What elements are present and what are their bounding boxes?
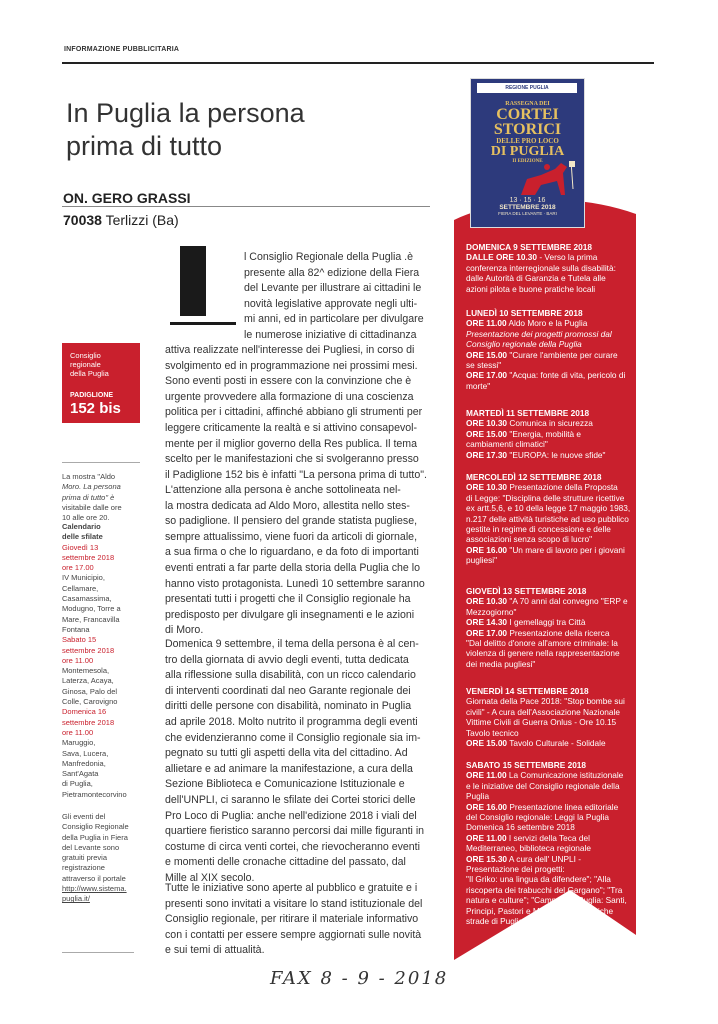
sfilate-title: Calendario — [62, 522, 101, 531]
program-text: Presentazione della ricerca — [507, 627, 610, 638]
program-text: Presentazione linea editoriale — [507, 801, 619, 812]
article-line: attiva realizzate nell'interesse dei Pugliesi, in corso di — [165, 344, 415, 356]
program-time: DALLE ORE 10.30 — [466, 252, 538, 263]
article-line: hanno visto protagonista. Lunedì 10 settembre saranno — [165, 577, 425, 590]
program-line — [466, 439, 636, 449]
program-text: riscoperta dei trabucchi del Gargano"; "Tra — [466, 884, 623, 895]
article-line: tro della giornata di avvio degli eventi, tutta dedicata — [165, 653, 409, 666]
sfilate-places: Fontana — [62, 624, 90, 634]
program-line — [466, 770, 636, 780]
program-time: ORE 17.00 — [466, 627, 508, 638]
program-text: Tavolo tecnico — [466, 727, 519, 738]
badge-org — [70, 351, 109, 378]
sfilate-date: settembre 2018 — [62, 645, 115, 655]
sfilate-places: Montemesola, — [62, 666, 110, 676]
program-text: dalle Autorità di Garanzia e Tutela alle — [466, 273, 606, 284]
poster-dates: 13 · 15 · 16 — [509, 197, 546, 204]
program-text: Domenica 16 settembre 2018 — [466, 822, 575, 833]
cortei-storici-poster — [470, 78, 585, 228]
program-day-heading — [466, 308, 636, 318]
program-line — [466, 545, 636, 555]
article-line: mente per il miglior governo della Res publica. Il tema — [165, 437, 418, 450]
program-text: azioni pilota e buone pratiche locali — [466, 283, 596, 294]
program-text: n.217 delle attività turistiche ad uso pubblico — [466, 513, 629, 524]
article-paragraph-3 — [165, 637, 433, 887]
article-line: di interventi coordinati dal neo Garante regionale dei — [165, 684, 411, 697]
article-line: leggere criticamente la realtà e si attivino consapevol- — [165, 421, 418, 434]
program-text: civili" - A cura dell'Associazione Nazionale — [466, 706, 620, 717]
program-text: natura e culture"; "Cammini di Puglia: Santi, — [466, 895, 627, 906]
article-line: so padiglione. Il pensiero del grande statista pugliese, — [165, 515, 418, 528]
article-line: predisposto per divulgare gli insegnamenti e le azioni — [165, 608, 415, 621]
sfilate-places: Mare, Francavilla — [62, 614, 120, 624]
article-line: presente alla 82^ edizione della Fiera — [244, 266, 420, 279]
article-line: sempre attualissimo, viene fuori da articoli di giornale, — [165, 530, 418, 543]
article-line: di Moro. — [165, 624, 204, 637]
program-line — [466, 263, 636, 273]
article-line: diritti delle persone con disabilità, nominato in Puglia — [165, 700, 412, 713]
sfilate-places: Modugno, Torre a — [62, 604, 121, 614]
program-day-block — [466, 586, 636, 669]
program-text: associazioni senza scopo di lucro" — [466, 534, 593, 545]
program-line — [466, 273, 636, 283]
poster-footer — [481, 197, 574, 216]
program-text: del Consiglio regionale: Leggi la Puglia — [466, 812, 609, 823]
program-time: ORE 10.30 — [466, 596, 508, 607]
program-text: Presentazione dei progetti promossi dal — [466, 328, 612, 339]
sfilate-places: Casamassima, — [62, 594, 112, 604]
program-line — [466, 717, 636, 727]
program-text: Presentazione dei progetti: — [466, 864, 565, 875]
program-text: pugliesi" — [466, 555, 498, 566]
program-text: e le iniziative del Consiglio regionale della — [466, 780, 620, 791]
program-text: I servizi della Teca del — [506, 832, 590, 843]
program-day-heading — [466, 586, 636, 596]
sfilate-date: ore 11.00 — [62, 727, 94, 737]
top-rule — [62, 62, 654, 64]
program-time: ORE 11.00 — [466, 832, 507, 843]
poster-cortei: CORTEI — [496, 106, 559, 123]
program-line — [466, 791, 636, 801]
program-text: conferenza interregionale sulla disabilità: — [466, 262, 616, 273]
sfilate-places: Sava, Lucera, — [62, 748, 109, 758]
program-text: morte" — [466, 380, 491, 391]
sidebar-line: del Levante sono — [62, 842, 120, 852]
article-line: urgente provvedere alla formazione di una coscienza — [165, 390, 414, 403]
article-line: dell'UNPLI, ci saranno le sfilate dei Cortei storici delle — [165, 793, 416, 806]
program-time: ORE 11.00 — [466, 318, 507, 329]
sidebar-eventi-note — [62, 812, 129, 905]
sfilate-places: Cellamare, — [62, 583, 99, 593]
program-text: I gemellaggi tra Città — [507, 617, 586, 628]
program-text: Presentazione della Proposta — [507, 482, 618, 493]
poster-horse-rider-illustration — [511, 159, 577, 197]
program-line — [466, 596, 636, 606]
article-line: mi anni, ed in particolare per divulgare — [244, 313, 424, 326]
article-line: l Consiglio Regionale della Puglia .è — [244, 251, 414, 263]
program-line — [466, 370, 636, 380]
sfilate-date: settembre 2018 — [62, 717, 115, 727]
poster-storici: STORICI — [493, 121, 562, 138]
article-line: eventi entrati a far parte della storia della Puglia che lo — [165, 561, 420, 574]
article-line: del Levante per illustrare ai cittadini le — [244, 282, 422, 295]
program-day-heading — [466, 472, 636, 482]
program-text: se stessi" — [466, 360, 502, 371]
program-text: "Energia, mobilità e — [507, 428, 582, 439]
program-text: MARTEDÌ 11 SETTEMBRE 2018 — [466, 408, 590, 418]
program-text: GIOVEDÌ 13 SETTEMBRE 2018 — [466, 586, 587, 596]
program-day-heading — [466, 760, 636, 770]
sfilate-places: Ginosa, Palo del — [62, 686, 118, 696]
article-line: a sua firma o che lo riguardano, e da foto di importanti — [165, 546, 419, 559]
program-text: VENERDÌ 14 SETTEMBRE 2018 — [466, 686, 589, 696]
poster-rassegna: RASSEGNA DEI — [505, 101, 550, 107]
program-day-heading — [466, 408, 636, 418]
article-line: pegnato su tutti gli aspetti della vita del cittadino. Ad — [165, 747, 408, 760]
article-line: novità legislative approvate negli ulti- — [244, 297, 418, 310]
sidebar-rule-2 — [62, 952, 134, 953]
program-text: Puglia — [466, 791, 490, 802]
program-text: Principi, Pastori e Mercanti sulle antiche — [466, 905, 614, 916]
poster-month: SETTEMBRE 2018 — [499, 204, 556, 211]
city-code: 70038 — [63, 212, 102, 228]
headline — [66, 97, 305, 163]
sfilate-date: Domenica 16 — [62, 707, 107, 717]
article-line: con i contatti per essere sempre aggiornati sulle novità — [165, 928, 422, 941]
sfilate-date: settembre 2018 — [62, 552, 115, 562]
author-rule — [62, 206, 430, 207]
sfilate-date: Giovedì 13 — [62, 542, 99, 552]
program-time: ORE 15.30 — [466, 853, 508, 864]
sidebar-line: prima di tutto" è — [62, 492, 115, 502]
portal-link[interactable]: puglia.it/ — [62, 894, 90, 904]
sfilate-places: Sant'Agata — [62, 769, 99, 779]
program-text: Tavolo Culturale - Solidale — [507, 738, 606, 749]
article-line: Pro Loco di Puglia: anche nell'edizione 2018 i viali del — [165, 809, 417, 822]
program-line — [466, 284, 636, 294]
article-line: e momenti delle cronache cittadine del passato, dal — [165, 856, 406, 869]
article-line: Sezione Biblioteca e Comunicazione Istituzionale e — [165, 778, 405, 791]
dropcap-letter — [180, 246, 206, 316]
program-line — [466, 555, 636, 565]
program-line — [466, 503, 636, 513]
program-line — [466, 864, 636, 874]
program-text: "Curare l'ambiente per curare — [507, 349, 618, 360]
program-line — [466, 696, 636, 706]
program-text: violenza di genere nella rappresentazione — [466, 648, 620, 659]
sfilate-title: delle sfilate — [62, 532, 103, 542]
program-line — [466, 638, 636, 648]
program-line — [466, 493, 636, 503]
program-line — [466, 607, 636, 617]
author-city — [63, 212, 179, 228]
sfilate-date: ore 17.00 — [62, 563, 94, 573]
program-line — [466, 381, 636, 391]
poster-title — [475, 101, 580, 164]
program-text: gestite in regime di concessione e delle — [466, 524, 611, 535]
sidebar-sfilate-calendar — [62, 522, 127, 800]
program-line — [466, 648, 636, 658]
poster-edizione: II EDIZIONE — [512, 159, 543, 164]
article-line: scelto per le manifestazioni che si svolgeranno presso — [165, 453, 419, 466]
badge-line-1: Consiglio — [70, 351, 101, 360]
sidebar-rule-1 — [62, 462, 140, 463]
sfilate-places: IV Municipio, — [62, 573, 105, 583]
program-line — [466, 707, 636, 717]
program-line — [466, 329, 636, 339]
sidebar-line: Moro. La persona — [62, 482, 121, 492]
program-line — [466, 450, 636, 460]
sidebar-line: della Puglia in Fiera — [62, 832, 128, 842]
article-line: allietare e ad animare la manifestazione, a cura della — [165, 762, 413, 775]
dropcap-underline — [170, 322, 236, 325]
article-line: le numerose iniziative di cittadinanza — [244, 328, 417, 341]
program-text: Consiglio regionale della Puglia — [466, 339, 582, 350]
program-line — [466, 418, 636, 428]
program-line — [466, 728, 636, 738]
sfilate-date: ore 11.00 — [62, 655, 94, 665]
poster-puglia: DI PUGLIA — [490, 144, 565, 159]
article-line: e sui temi di attualità. — [165, 944, 265, 957]
article-line: costume di circa venti cortei, che rievocheranno eventi — [165, 840, 420, 853]
sidebar-line: registrazione — [62, 863, 105, 873]
article-line: il Padiglione 152 bis è infatti "La persona prima di tutto". — [165, 468, 427, 481]
program-text: SABATO 15 SETTEMBRE 2018 — [466, 760, 587, 770]
program-line — [466, 781, 636, 791]
program-line — [466, 524, 636, 534]
sfilate-places: Pietramontecorvino — [62, 789, 127, 799]
article-line: presentati tutti i progetti che il Consiglio regionale ha — [165, 593, 411, 606]
program-line — [466, 812, 636, 822]
article-line: che evidenzieranno come il Consiglio regionale sia im- — [165, 731, 421, 744]
program-line — [466, 350, 636, 360]
sidebar-mostra-note — [62, 472, 122, 523]
sfilate-places: di Puglia, — [62, 779, 93, 789]
sfilate-date: Sabato 15 — [62, 635, 97, 645]
article-line: la mostra dedicata ad Aldo Moro, allestita nello stes- — [165, 499, 410, 512]
handwritten-fax-note: FAX 8 - 9 - 2018 — [270, 968, 449, 989]
badge-pavilion-label: PADIGLIONE — [70, 392, 114, 399]
article-line: Tutte le iniziative sono aperte al pubblico e gratuite e i — [165, 882, 418, 894]
program-line — [466, 318, 636, 328]
poster-region-logo-text: REGIONE PUGLIA — [505, 85, 549, 91]
program-line — [466, 906, 636, 916]
program-line — [466, 854, 636, 864]
sidebar-line: gratuiti previa — [62, 853, 108, 863]
program-time: ORE 10.30 — [466, 418, 508, 429]
program-text: dei media pugliesi" — [466, 658, 536, 669]
program-text: Mezzogiorno" — [466, 606, 517, 617]
sfilate-places: Maruggio, — [62, 738, 96, 748]
program-text: strade di Puglia" — [466, 916, 527, 927]
program-text: Comunica in sicurezza — [507, 418, 593, 429]
program-day-heading — [466, 686, 636, 696]
program-day-block — [466, 686, 636, 748]
article-line: ad aprile 2018. Molto nutrito il programma degli eventi — [165, 715, 418, 728]
article-paragraph-1-wrapped — [244, 250, 432, 344]
poster-logos — [477, 83, 577, 93]
portal-link[interactable]: http://www.sistema. — [62, 884, 127, 894]
program-text: "Dal delitto d'onore all'amore criminale: la — [466, 638, 618, 649]
article-line: alla riflessione sulla disabilità, con un ricco calendario — [165, 669, 416, 682]
sfilate-places: Colle, Carovigno — [62, 697, 118, 707]
program-line — [466, 874, 636, 884]
program-text: "EUROPA: le nuove sfide" — [507, 449, 606, 460]
article-line: politica per i cittadini, affinché abbiano gli strumenti per — [165, 406, 423, 419]
program-line — [466, 628, 636, 638]
program-line — [466, 843, 636, 853]
program-text: La Comunicazione istituzionale — [506, 770, 624, 781]
program-text: "A 70 anni dal convegno "ERP e — [507, 596, 628, 607]
program-time: ORE 15.00 — [466, 349, 508, 360]
program-day-block — [466, 308, 636, 391]
program-line — [466, 514, 636, 524]
program-time: ORE 16.00 — [466, 544, 508, 555]
article-line: Mille al XIX secolo. — [165, 871, 255, 884]
program-text: Mediterraneo, biblioteca regionale — [466, 843, 591, 854]
sidebar-line: Gli eventi del — [62, 812, 106, 821]
program-line — [466, 885, 636, 895]
program-time: ORE 17.30 — [466, 449, 508, 460]
program-text: - Verso la prima — [537, 252, 598, 263]
program-text: ex artt.5,6, e 10 della legge 17 maggio 1983, — [466, 503, 631, 514]
program-time: ORE 17.00 — [466, 370, 508, 381]
program-line — [466, 429, 636, 439]
sidebar-line: La mostra "Aldo — [62, 472, 116, 481]
program-day-heading — [466, 242, 636, 252]
program-day-block — [466, 242, 636, 294]
headline-line-1: In Puglia la persona — [66, 98, 305, 128]
sidebar-line: attraverso il portale — [62, 873, 126, 883]
pavilion-badge — [62, 343, 140, 423]
program-text: "Il Griko: una lingua da difendere"; "Alla — [466, 874, 611, 885]
program-text: A cura dell' UNPLI - — [507, 853, 582, 864]
program-line — [466, 802, 636, 812]
program-line — [466, 534, 636, 544]
article-line: presenti sono invitati a visitare lo stand istituzionale del — [165, 897, 423, 910]
sfilate-places: Manfredonia, — [62, 758, 106, 768]
program-line — [466, 833, 636, 843]
poster-delle: DELLE PRO LOCO — [496, 137, 559, 145]
program-line — [466, 895, 636, 905]
program-text: Giornata della Pace 2018: "Stop bombe sui — [466, 696, 625, 707]
program-line — [466, 916, 636, 926]
author-name: ON. GERO GRASSI — [63, 190, 191, 206]
article-paragraph-2 — [165, 483, 433, 639]
poster-place: FIERA DEL LEVANTE · BARI — [498, 211, 557, 216]
badge-pavilion-number: 152 bis — [70, 400, 121, 417]
article-line: Consiglio regionale, per ritirare il materiale informativo — [165, 913, 419, 926]
program-text: LUNEDÌ 10 SETTEMBRE 2018 — [466, 308, 583, 318]
program-line — [466, 659, 636, 669]
program-time: ORE 11.00 — [466, 770, 507, 781]
program-line — [466, 252, 636, 262]
program-text: Aldo Moro e la Puglia — [506, 318, 588, 329]
program-day-block — [466, 472, 636, 566]
program-time: ORE 10.30 — [466, 482, 508, 493]
article-line: Sono eventi posti in essere con la convinzione che è — [165, 375, 412, 388]
program-text: cambiamenti climatici" — [466, 439, 548, 450]
section-label: INFORMAZIONE PUBBLICITARIA — [64, 46, 180, 53]
city-name: Terlizzi (Ba) — [105, 212, 179, 228]
program-text: "Un mare di lavoro per i giovani — [507, 544, 625, 555]
program-text: "Acqua: fonte di vita, pericolo di — [507, 370, 626, 381]
program-day-block — [466, 760, 636, 927]
article-line: Domenica 9 settembre, il tema della persona è al cen- — [165, 638, 419, 650]
badge-line-2: regionale — [70, 360, 101, 369]
sidebar-line: 10 alle ore 20. — [62, 513, 110, 523]
program-day-block — [466, 408, 636, 460]
sfilate-places: Laterza, Acaya, — [62, 676, 114, 686]
sidebar-line: Consiglio Regionale — [62, 822, 129, 832]
program-line — [466, 617, 636, 627]
program-line — [466, 339, 636, 349]
headline-line-2: prima di tutto — [66, 131, 223, 161]
program-time: ORE 16.00 — [466, 801, 508, 812]
article-line: svolgimento ed in programmazione nei prossimi mesi. — [165, 359, 418, 372]
article-line: L'attenzione alla persona è anche sottolineata nel- — [165, 484, 401, 496]
badge-line-3: della Puglia — [70, 369, 109, 378]
program-text: Vittime Civili di Guerra Onlus - Ore 10.15 — [466, 717, 617, 728]
program-time: ORE 14.30 — [466, 617, 508, 628]
program-text: MERCOLEDÌ 12 SETTEMBRE 2018 — [466, 472, 602, 482]
program-time: ORE 15.00 — [466, 738, 508, 749]
program-line — [466, 738, 636, 748]
sidebar-line: visitabile dalle ore — [62, 502, 122, 512]
article-paragraph-1 — [165, 343, 433, 483]
article-paragraph-4 — [165, 881, 433, 959]
program-line — [466, 482, 636, 492]
program-time: ORE 15.00 — [466, 428, 508, 439]
article-line: quartiere fieristico saranno percorsi dai mille figuranti in — [165, 825, 425, 838]
program-text: DOMENICA 9 SETTEMBRE 2018 — [466, 242, 593, 252]
program-line — [466, 822, 636, 832]
program-text: di Legge: "Disciplina delle strutture ricettive — [466, 492, 625, 503]
program-line — [466, 360, 636, 370]
